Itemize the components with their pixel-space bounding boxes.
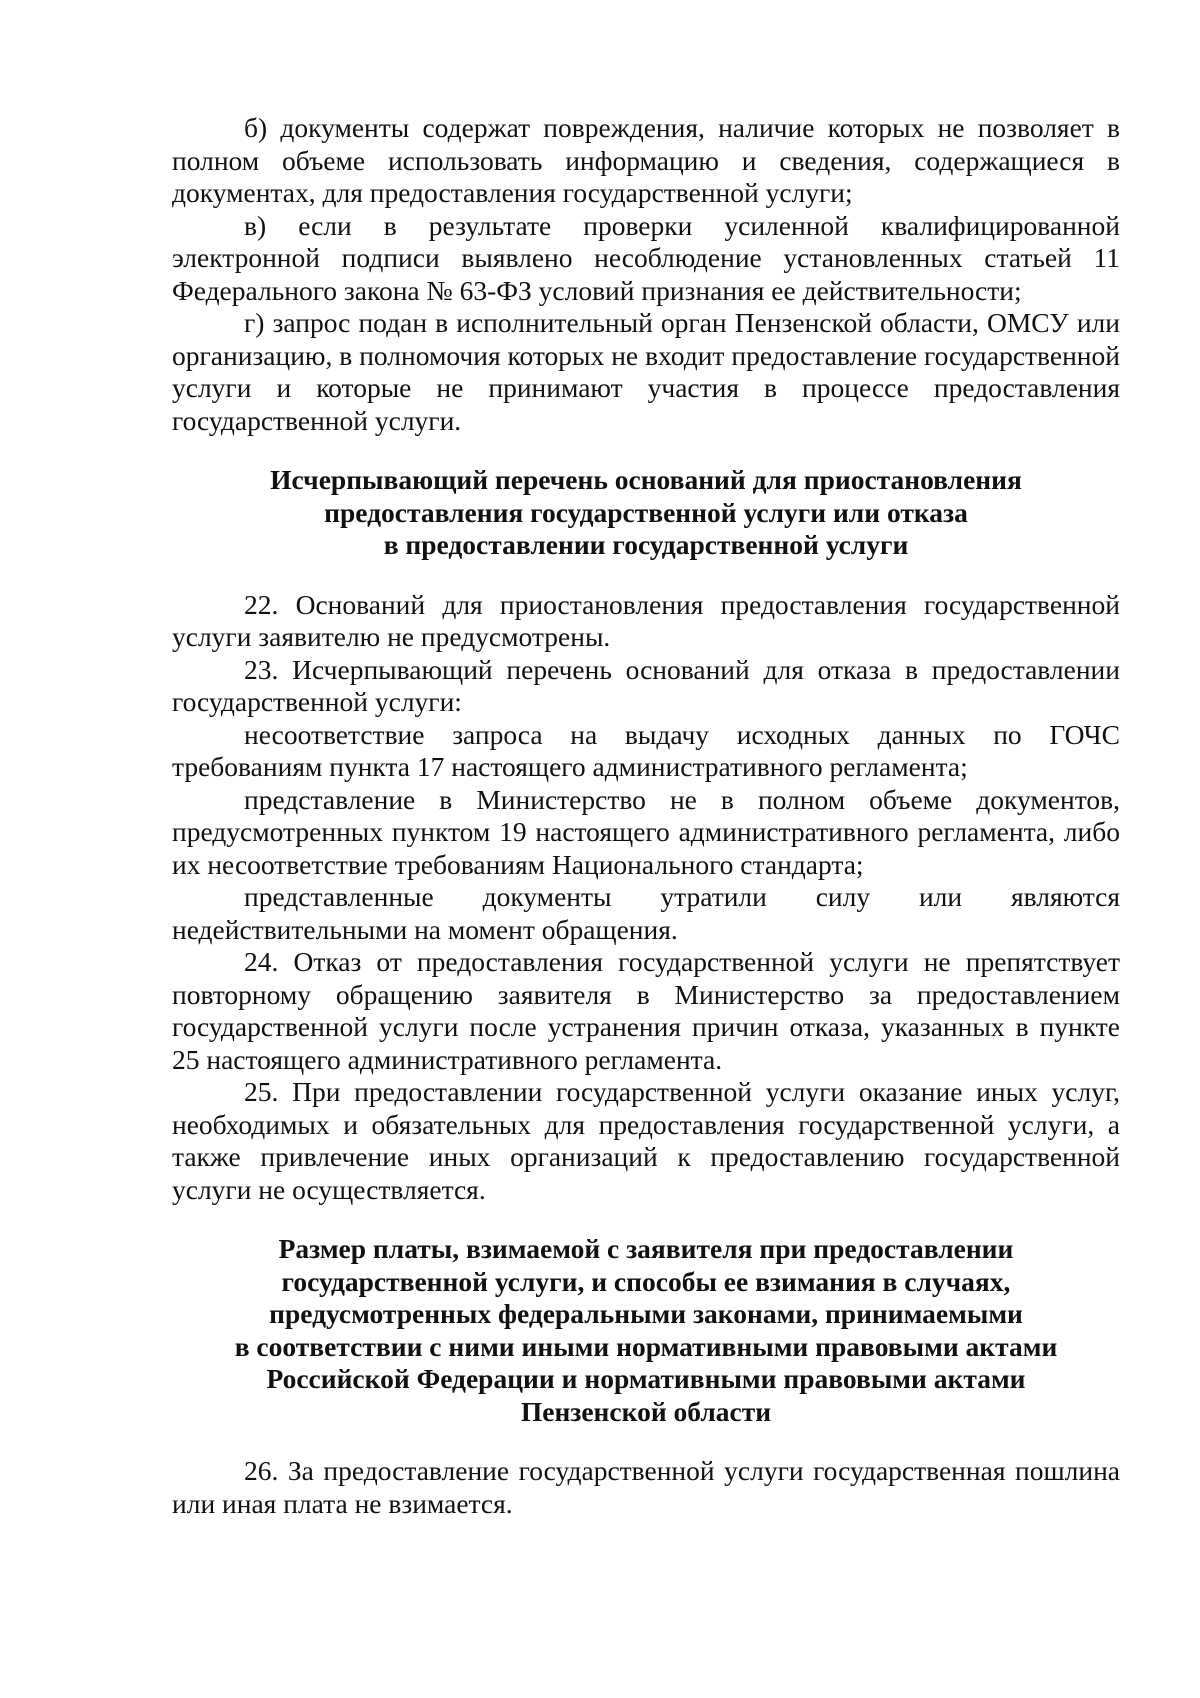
heading-line: Размер платы, взимаемой с заявителя при предоставлении bbox=[278, 1233, 1014, 1264]
paragraph-26: 26. За предоставление государственной услуги государственная пошлина или иная плата не взимается. bbox=[172, 1455, 1120, 1519]
heading-line: предусмотренных федеральными законами, принимаемыми bbox=[269, 1298, 1023, 1329]
heading-line: в соответствии с ними иными нормативными правовыми актами bbox=[234, 1330, 1058, 1362]
heading-line: Российской Федерации и нормативными правовыми актами bbox=[266, 1363, 1026, 1394]
intro-item-b: б) документы содержат повреждения, наличие которых не позволяет в полном объеме использовать информацию и сведения, содержащиеся в документах, для предоставления государственной услуги; bbox=[172, 112, 1120, 208]
section-body-grounds bbox=[172, 589, 1120, 1207]
paragraph-25: 25. При предоставлении государственной услуги оказание иных услуг, необходимых и обязательных для предоставления государственной услуги, а также привлечение иных организаций к предоставлению государственной услуги не осуществляется. bbox=[172, 1076, 1120, 1205]
intro-list bbox=[172, 112, 1120, 437]
list-item: представление в Министерство не в полном объеме документов, предусмотренных пунктом 19 настоящего административного регламента, либо их несоответствие требованиям Национального стандарта; bbox=[172, 783, 1120, 880]
paragraph-22: 22. Оснований для приостановления предоставления государственной услуги заявителю не предусмотрены. bbox=[172, 588, 1120, 652]
section-heading-grounds bbox=[172, 464, 1120, 562]
heading-line: Пензенской области bbox=[520, 1395, 772, 1427]
document-page bbox=[172, 112, 1120, 1520]
intro-item-g: г) запрос подан в исполнительный орган Пензенской области, ОМСУ или организацию, в полномочия которых не входит предоставление государственной услуги и которые не принимают участия в процессе предоставления государственной услуги. bbox=[172, 307, 1120, 436]
heading-line: государственной услуги, и способы ее взимания в случаях, bbox=[281, 1265, 1011, 1297]
list-item: представленные документы утратили силу или являются недействительными на момент обращения. bbox=[172, 881, 1120, 945]
heading-line: в предоставлении государственной услуги bbox=[383, 529, 909, 560]
paragraph-23: 23. Исчерпывающий перечень оснований для отказа в предоставлении государственной услуги: bbox=[172, 653, 1120, 717]
heading-line: Исчерпывающий перечень оснований для приостановления bbox=[270, 464, 1022, 495]
section-body-fee bbox=[172, 1455, 1120, 1520]
heading-line: предоставления государственной услуги или отказа bbox=[324, 496, 968, 528]
paragraph-24: 24. Отказ от предоставления государственной услуги не препятствует повторному обращению заявителя в Министерство за предоставлением государственной услуги после устранения причин отказа, указанных в пункте 25 настоящего административного регламента. bbox=[172, 946, 1120, 1075]
section-heading-fee bbox=[172, 1233, 1120, 1428]
intro-item-v: в) если в результате проверки усиленной квалифицированной электронной подписи выявлено несоблюдение установленных статьей 11 Федерального закона № 63-ФЗ условий признания ее действительности; bbox=[172, 209, 1120, 306]
list-item: несоответствие запроса на выдачу исходных данных по ГОЧС требованиям пункта 17 настоящего административного регламента; bbox=[172, 718, 1120, 782]
